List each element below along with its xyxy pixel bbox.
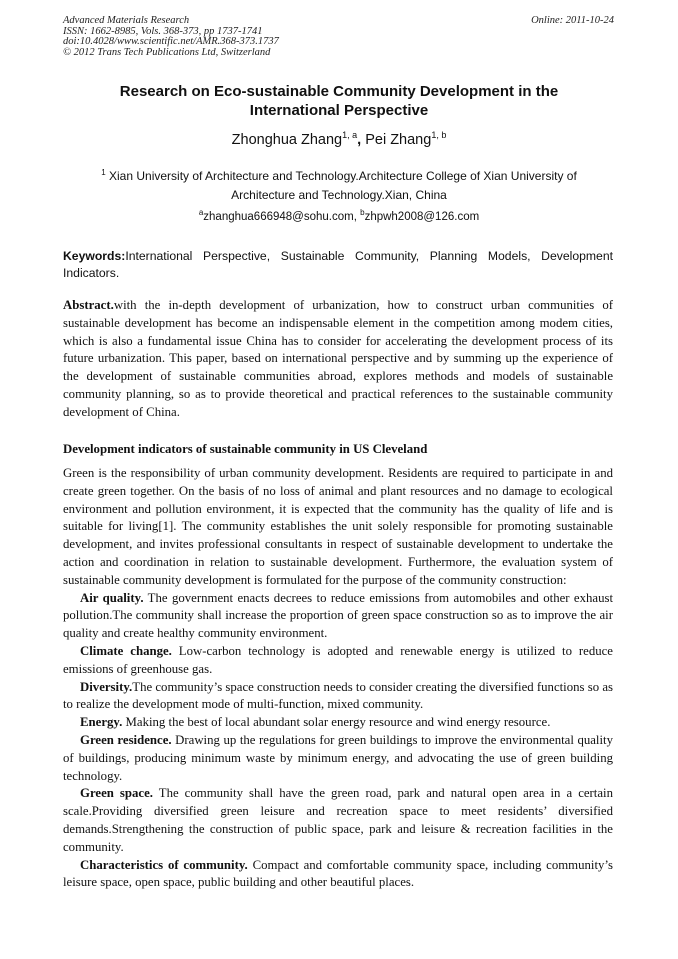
indicator-text: The government enacts decrees to reduce emissions from automobiles and other exhaust pollution.The community shall increase the proportion of green space construction so as to improve the air quality and create healthy community environment. — [63, 590, 613, 641]
indicator-text: Drawing up the regulations for green buildings to improve the environmental quality of buildings, producing minimum waste by minimum energy, and advocating the use of green building technology. — [63, 732, 614, 783]
indicator-text: Low-carbon technology is adopted and renewable energy is utilized to reduce emissions of greenhouse gas. — [63, 643, 613, 676]
indicator-text: The community shall have the green road, park and natural open area in a certain scale.Providing diversified green leisure and recreation space to meet residents’ diversified demands.Strengthening the construction of public space, park and leisure & recreation facilities in the community. — [63, 786, 613, 854]
abstract-text: with the in-depth development of urbanization, how to construct urban communities of sustainable development has become an indispensable element in the competition among modem cities, which is also a fundamental issue China has to consider for accelerating the development process of its future urbanization. This paper, based on international perspective and by summing up the experience of the development of sustainable communities abroad, explores methods and models of sustainable community planning, so as to provide theoretical and practical references to the sustainable community development of China. — [63, 298, 613, 419]
author-list — [63, 131, 615, 149]
indicator-paragraph — [63, 714, 613, 732]
author-name: Pei Zhang — [365, 132, 432, 148]
journal-issn: ISSN: 1662-8985, Vols. 368-373, pp 1737-1741 — [63, 25, 263, 37]
indicator-term: Air quality. — [80, 590, 144, 605]
indicator-text: Making the best of local abundant solar energy resource and wind energy resource. — [122, 715, 551, 730]
title-line-2: International Perspective — [249, 102, 429, 119]
author-affil-mark: 1, a — [342, 130, 358, 140]
online-date: Online: 2011-10-24 — [531, 15, 614, 26]
indicator-text: Compact and comfortable community space, including community’s leisure space, open space, public building and other beautiful places. — [63, 857, 613, 890]
indicator-term: Energy. — [80, 715, 123, 730]
section-intro: Green is the responsibility of urban community development. Residents are required to participate in and create green together. On the basis of no loss of animal and plant resources and no damage to ecological environment and pollution environment, it is expected that the community has the quality of life and is suitable for living[1]. The community establishes the unit solely responsible for promoting sustainable development, and invites professional consultants in respect of sustainable development to undertake the action and coordination in relation to sustainable development. Furthermore, the evaluation system of sustainable community development is formulated for the purpose of the community construction: — [63, 466, 613, 587]
journal-doi: doi:10.4028/www.scientific.net/AMR.368-373.1737 — [63, 36, 279, 47]
section-heading: Development indicators of sustainable community in US Cleveland — [63, 442, 428, 456]
indicator-term: Diversity. — [80, 679, 133, 694]
affiliation-mark: 1 — [101, 168, 106, 177]
abstract — [63, 297, 613, 422]
affiliation — [80, 167, 598, 205]
journal-header — [63, 16, 279, 58]
email-link[interactable]: zhanghua666948@sohu.com — [203, 211, 354, 223]
journal-name: Advanced Materials Research — [63, 15, 190, 26]
indicator-paragraph — [63, 643, 613, 679]
keywords-text: International Perspective, Sustainable Community, Planning Models, Development Indicators. — [63, 249, 613, 280]
title-line-1: Research on Eco-sustainable Community Development in the — [119, 83, 559, 100]
journal-copyright: © 2012 Trans Tech Publications Ltd, Switzerland — [63, 46, 271, 58]
author-affil-mark: 1, b — [431, 130, 447, 140]
section-body — [63, 465, 613, 892]
indicator-text: The community’s space construction needs to consider creating the diversified functions so as to realize the development mode of multi-function, mixed community. — [63, 679, 613, 712]
email-separator: , — [353, 211, 361, 223]
paper-title — [63, 82, 615, 120]
keywords-label: Keywords: — [63, 249, 126, 263]
indicator-paragraph — [63, 857, 613, 893]
indicator-paragraph — [63, 785, 613, 856]
abstract-label: Abstract. — [63, 298, 114, 312]
author-emails — [63, 210, 615, 224]
indicator-term: Climate change. — [80, 643, 172, 658]
email-link[interactable]: zhpwh2008@126.com — [364, 211, 480, 223]
email-mark: b — [360, 208, 365, 217]
indicator-term: Green space. — [80, 786, 153, 801]
indicator-paragraph — [63, 732, 613, 785]
author-separator: , — [357, 132, 366, 148]
author-name: Zhonghua Zhang — [231, 132, 343, 148]
indicator-paragraph — [63, 590, 613, 643]
affiliation-text: Xian University of Architecture and Technology.Architecture College of Xian University of Architecture and Technology.Xian, China — [109, 169, 577, 202]
indicator-paragraph — [63, 679, 613, 715]
indicator-term: Green residence. — [80, 732, 172, 747]
indicator-term: Characteristics of community. — [80, 857, 248, 872]
email-mark: a — [198, 208, 204, 217]
keywords — [63, 248, 613, 282]
